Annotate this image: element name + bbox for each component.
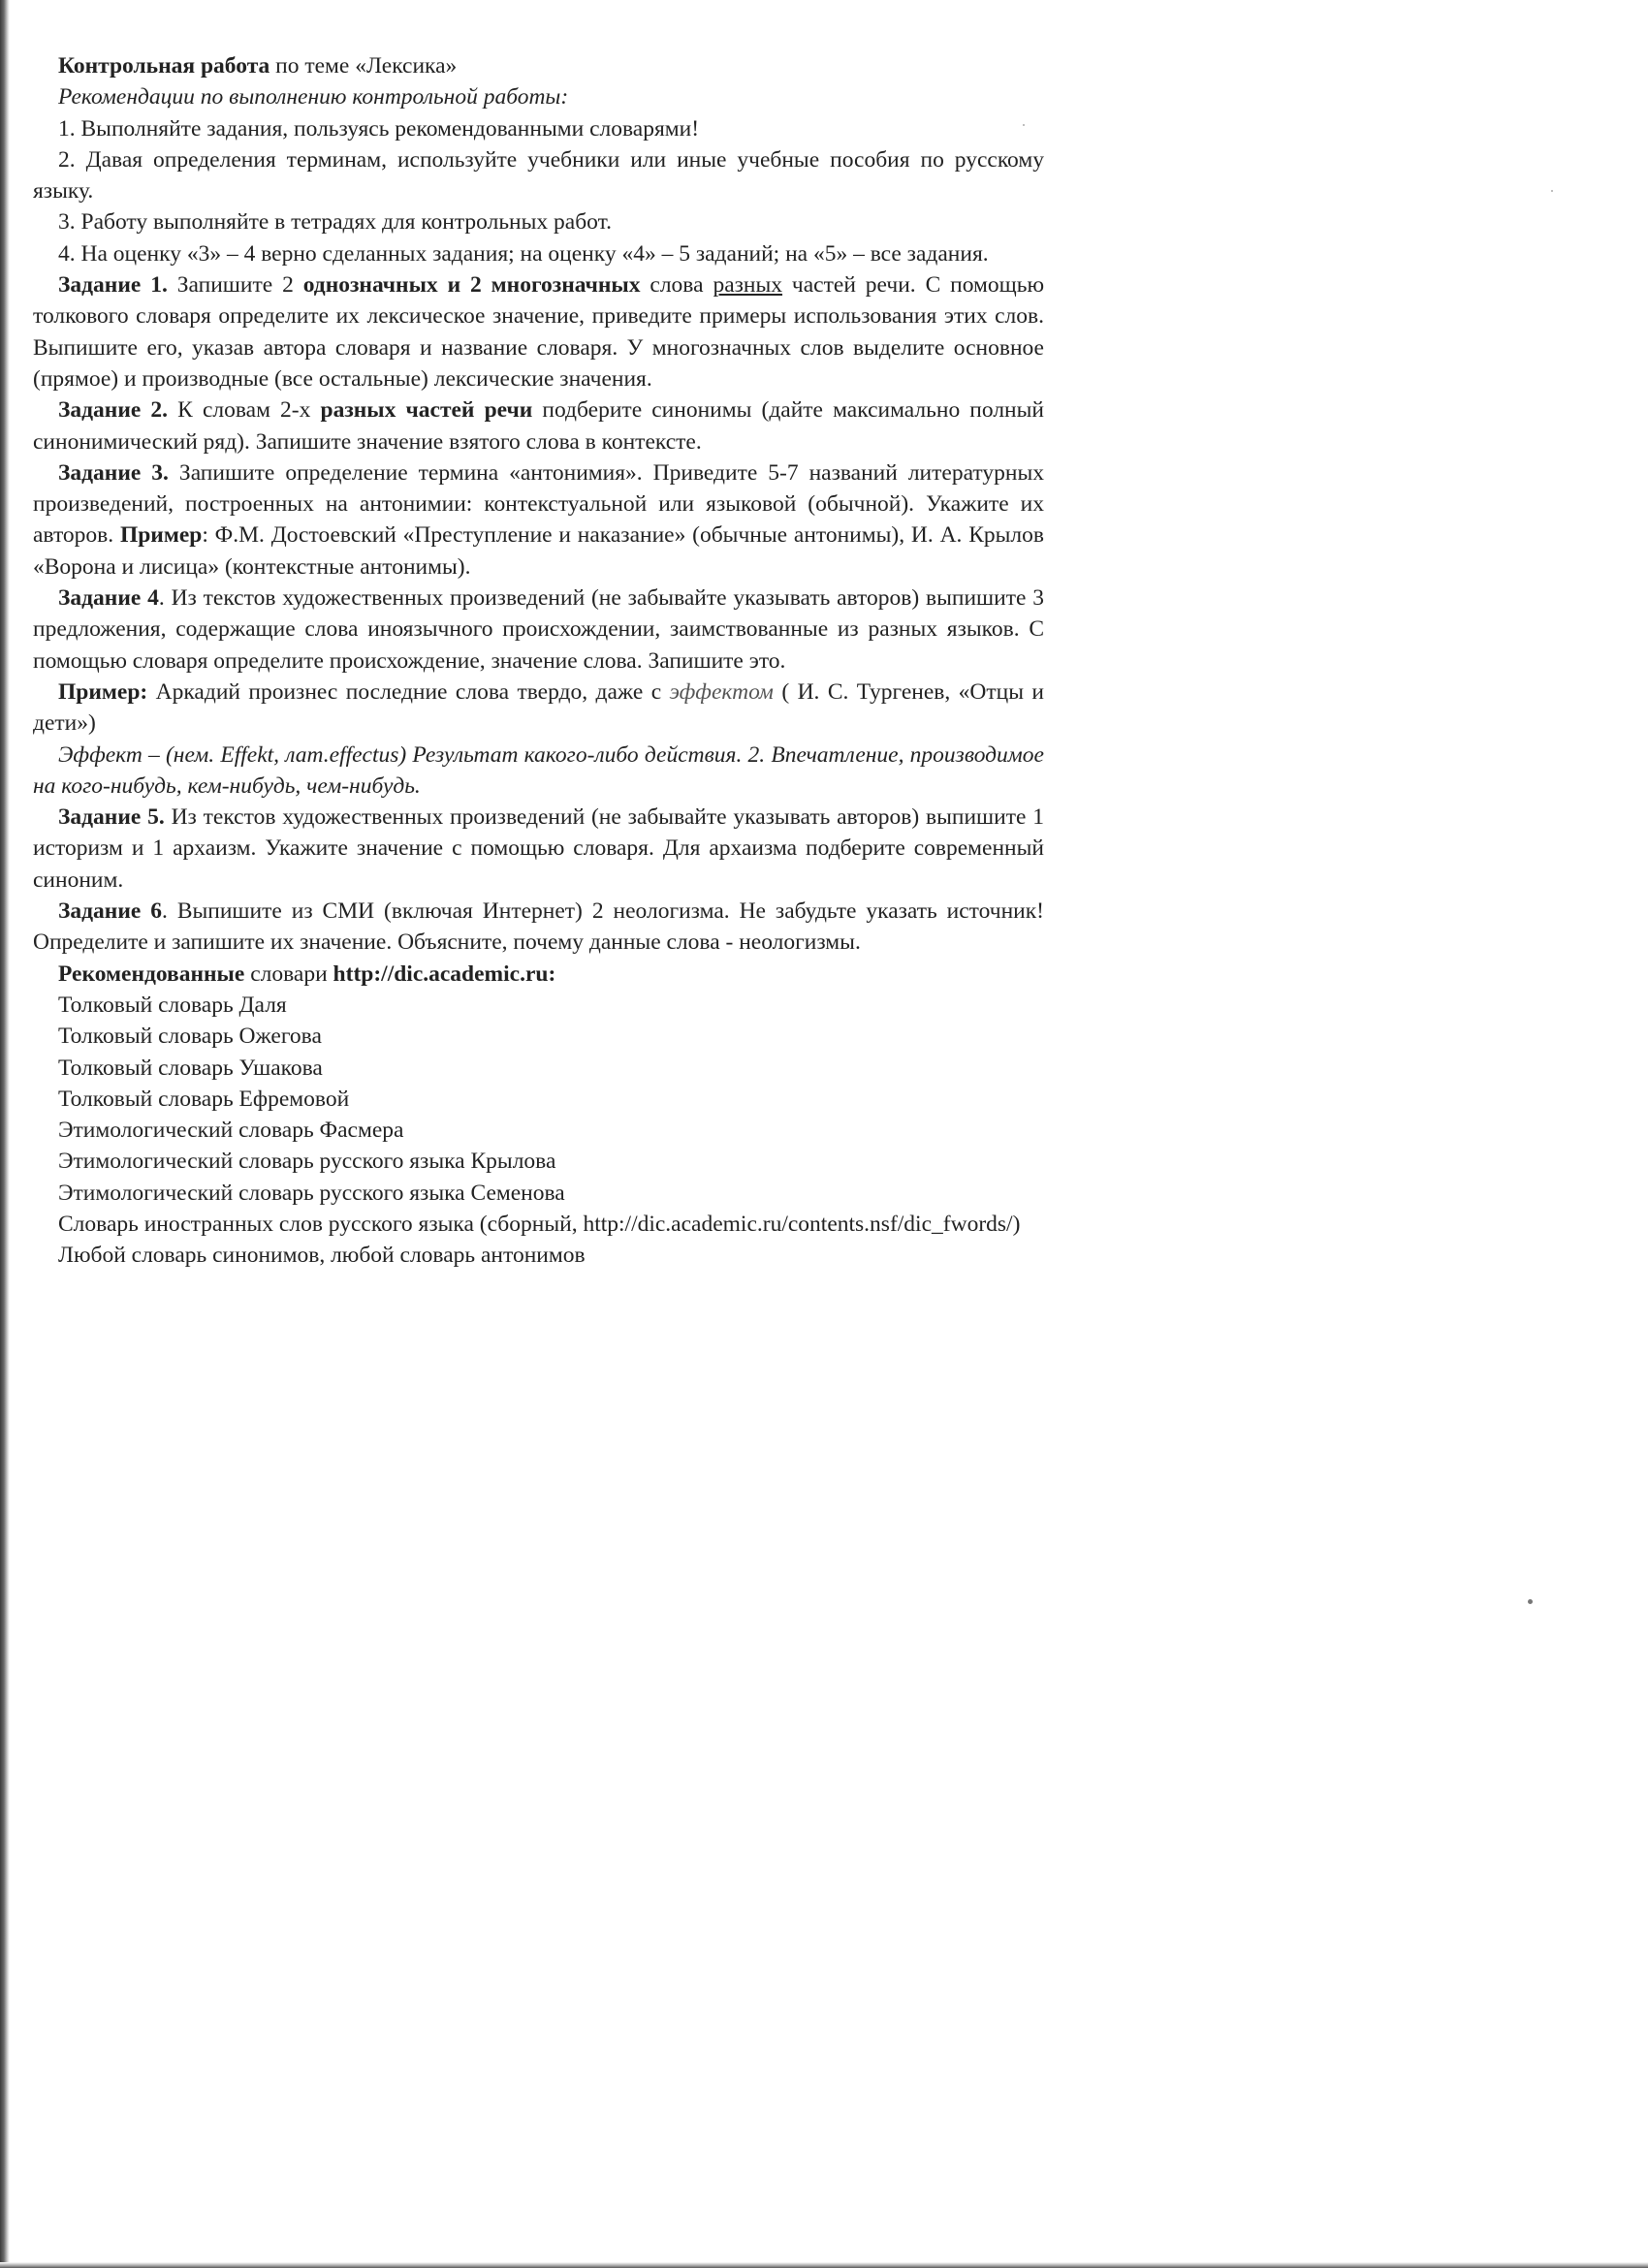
dictionary-item: Толковый словарь Ефремовой	[58, 1086, 350, 1112]
task-3	[33, 457, 1044, 583]
task-2-text: К словам 2-х	[168, 397, 321, 424]
task-1-text: Запишите 2	[167, 272, 303, 299]
dictionary-item: Словарь иностранных слов русского языка (сборный, http://dic.academic.ru/contents.nsf/dic_fwords/)	[58, 1211, 1021, 1237]
task-4-text: . Из текстов художественных произведений (не забывайте указывать авторов) выпишите 3 предложения, содержащие слова иноязычного происхождении, заимствованные из разных языков. С помощью словаря определите происхождение, значение слова. Запишите это.	[33, 585, 1044, 674]
task-6	[33, 896, 1044, 959]
example-text: Аркадий произнес последние слова твердо, даже с	[147, 678, 670, 705]
dictionary-item: Любой словарь синонимов, любой словарь антонимов	[58, 1243, 586, 1269]
task-6-label: Задание 6	[58, 898, 162, 925]
dictionary-item: Этимологический словарь русского языка Семенова	[58, 1180, 565, 1206]
dictionaries-heading-bold: Рекомендованные	[58, 961, 245, 987]
dictionary-item: Толковый словарь Даля	[58, 992, 287, 1018]
scan-bottom-edge	[0, 2262, 1648, 2268]
rule-4: 4. На оценку «3» – 4 верно сделанных задания; на оценку «4» – 5 заданий; на «5» – все задания.	[58, 240, 989, 267]
document-title	[33, 50, 1044, 81]
scan-speck	[1551, 190, 1553, 192]
example-text: ( И. С. Тургенев, «Отцы и дети»)	[33, 678, 1044, 737]
task-1	[33, 269, 1044, 394]
scan-left-edge	[0, 0, 10, 2268]
task-2-bold: разных частей речи	[320, 397, 533, 424]
rule-3: 3. Работу выполняйте в тетрадях для контрольных работ.	[58, 209, 612, 236]
title-rest: по теме «Лексика»	[269, 53, 458, 79]
task-2	[33, 394, 1044, 457]
dictionary-item: Этимологический словарь русского языка Крылова	[58, 1149, 556, 1175]
task-5	[33, 802, 1044, 896]
task-4-label: Задание 4	[58, 585, 159, 612]
task-4-definition: Эффект – (нем. Effekt, лат.effectus) Результат какого-либо действия. 2. Впечатление, производимое на кого-нибудь, кем-нибудь, чем-нибудь.	[33, 741, 1044, 799]
task-2-text: подберите синонимы (дайте максимально полный синонимический ряд). Запишите значение взятого слова в контексте.	[33, 397, 1044, 455]
dictionaries-heading-text: словари	[244, 961, 333, 987]
task-1-underlined: разных	[713, 272, 783, 299]
title-bold: Контрольная работа	[58, 53, 270, 79]
task-6-text: . Выпишите из СМИ (включая Интернет) 2 неологизма. Не забудьте указать источник! Определите и запишите их значение. Объясните, почему данные слова - неологизмы.	[33, 898, 1044, 956]
rule-2: 2. Давая определения терминам, используйте учебники или иные учебные пособия по русскому языку.	[33, 146, 1044, 205]
task-3-bold: Пример	[119, 522, 203, 549]
dictionary-item: Этимологический словарь Фасмера	[58, 1118, 404, 1144]
example-word: эффектом	[669, 678, 774, 705]
task-3-text: Запишите определение термина «антонимия». Приведите 5-7 названий литературных произведений, построенных на антонимии: контекстуальной или языковой (обычной). Укажите их авторов.	[33, 459, 1044, 549]
rule-1: 1. Выполняйте задания, пользуясь рекомендованными словарями!	[58, 115, 700, 142]
dictionaries-heading-url: http://dic.academic.ru:	[333, 961, 556, 987]
task-4-example	[33, 677, 1044, 740]
task-2-label: Задание 2.	[58, 397, 169, 424]
task-1-text: частей речи. С помощью толкового словаря определите их лексическое значение, приведите примеры использования этих слов. Выпишите его, указав автора словаря и название словаря. У многозначных слов выделите основное (прямое) и производные (все остальные) лексические значения.	[33, 272, 1045, 392]
task-1-text: слова	[640, 272, 713, 299]
example-label: Пример:	[58, 678, 148, 705]
task-1-label: Задание 1.	[58, 272, 168, 299]
recommendations-heading: Рекомендации по выполнению контрольной работы:	[58, 84, 569, 110]
dictionaries-heading	[33, 959, 1044, 990]
document-body	[33, 50, 1044, 1272]
task-5-label: Задание 5.	[58, 804, 165, 831]
dictionary-item: Толковый словарь Ожегова	[58, 1024, 322, 1050]
dictionary-item: Толковый словарь Ушакова	[58, 1055, 323, 1081]
task-1-bold: однозначных и 2 многозначных	[302, 272, 641, 299]
task-3-text: : Ф.М. Достоевский «Преступление и наказание» (обычные антонимы), И. А. Крылов «Ворона и лисица» (контекстные антонимы).	[33, 522, 1044, 580]
scan-speck	[1528, 1599, 1533, 1604]
task-5-text: Из текстов художественных произведений (не забывайте указывать авторов) выпишите 1 историзм и 1 архаизм. Укажите значение с помощью словаря. Для архаизма подберите современный синоним.	[33, 804, 1044, 893]
task-4	[33, 583, 1044, 677]
task-3-label: Задание 3.	[58, 459, 169, 486]
